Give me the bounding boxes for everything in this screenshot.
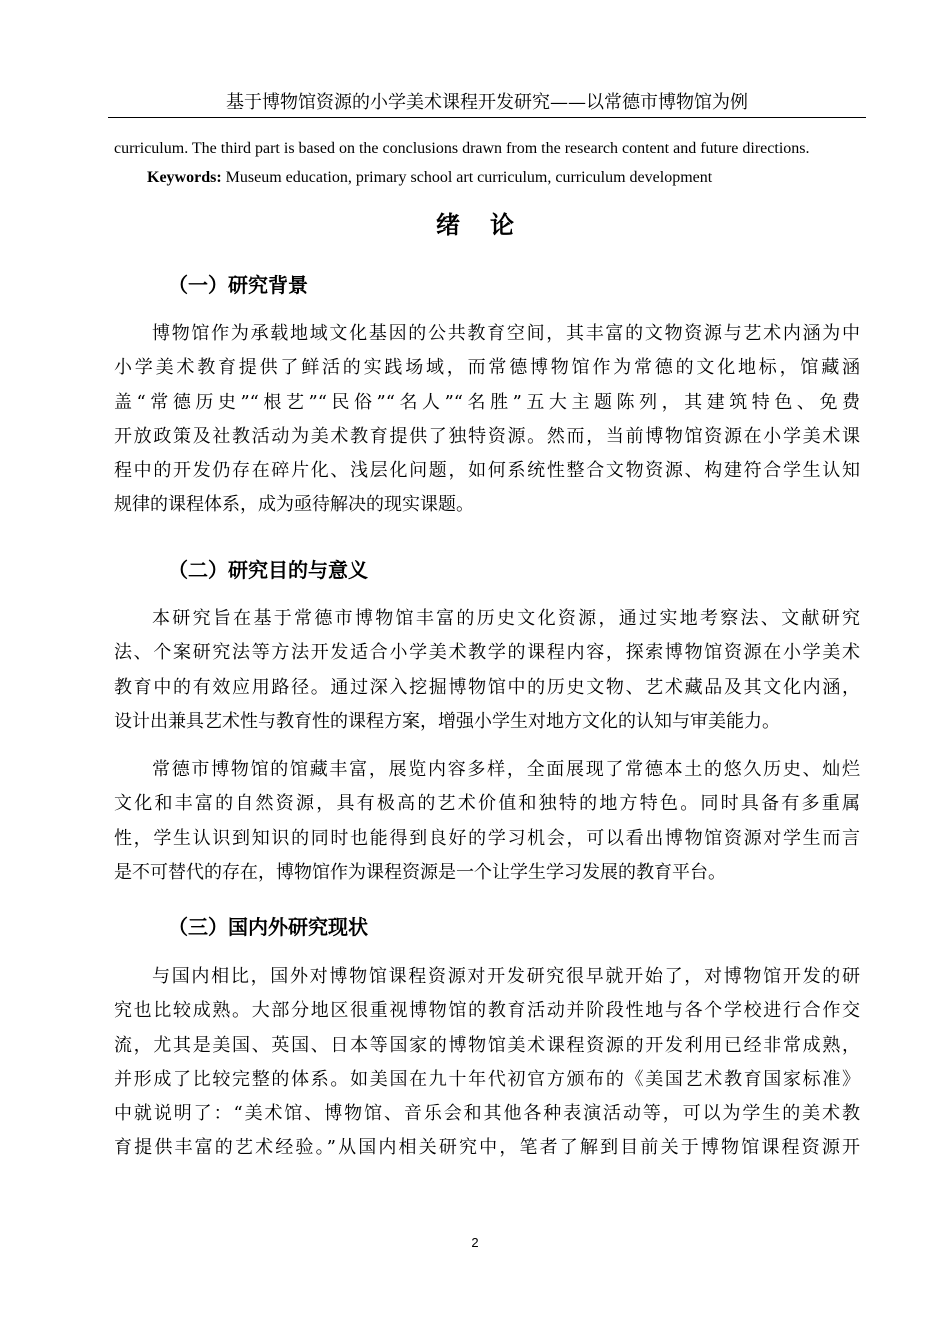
- section-heading-background: （一）研究背景: [168, 273, 308, 297]
- paragraph-status: [114, 960, 860, 1166]
- running-title: 基于博物馆资源的小学美术课程开发研究——以常德市博物馆为例: [226, 92, 748, 113]
- text-line: 中就说明了：“美术馆、博物馆、音乐会和其他各种表演活动等，可以为学生的美术教: [114, 1103, 860, 1125]
- text-line: 究也比较成熟。大部分地区很重视博物馆的教育活动并阶段性地与各个学校进行合作交: [114, 1000, 860, 1022]
- page-number: 2: [471, 1235, 479, 1250]
- text-line: 设计出兼具艺术性与教育性的课程方案，增强小学生对地方文化的认知与审美能力。: [114, 710, 780, 732]
- abstract-tail-line: curriculum. The third part is based on the conclusions drawn from the research content and future directions.: [114, 140, 810, 157]
- text-line: 并形成了比较完整的体系。如美国在九十年代初官方颁布的《美国艺术教育国家标准》: [114, 1068, 860, 1090]
- text-line: 文化和丰富的自然资源，具有极高的艺术价值和独特的地方特色。同时具备有多重属: [114, 793, 860, 815]
- text-line: 法、个案研究法等方法开发适合小学美术教学的课程内容，探索博物馆资源在小学美术: [114, 642, 860, 664]
- text-line: 开放政策及社教活动为美术教育提供了独特资源。然而，当前博物馆资源在小学美术课: [114, 425, 860, 447]
- text-line: 常德市博物馆的馆藏丰富，展览内容多样，全面展现了常德本土的悠久历史、灿烂: [152, 759, 860, 780]
- text-line: 盖“常德历史”“根艺”“民俗”“名人”“名胜”五大主题陈列，其建筑特色、免费: [114, 391, 860, 413]
- paragraph-purpose-1: [114, 602, 860, 739]
- text-line: 规律的课程体系，成为亟待解决的现实课题。: [114, 494, 474, 516]
- text-line: 育提供丰富的艺术经验。”从国内相关研究中，笔者了解到目前关于博物馆课程资源开: [114, 1137, 860, 1159]
- running-header: [108, 90, 866, 118]
- text-line: 流，尤其是美国、英国、日本等国家的博物馆美术课程资源的开发利用已经非常成熟，: [114, 1034, 860, 1056]
- text-line: 博物馆作为承载地域文化基因的公共教育空间，其丰富的文物资源与艺术内涵为中: [152, 323, 860, 344]
- section-heading-purpose: （二）研究目的与意义: [168, 558, 368, 582]
- keywords-label: Keywords:: [147, 169, 222, 186]
- text-line: 小学美术教育提供了鲜活的实践场域，而常德博物馆作为常德的文化地标，馆藏涵: [114, 357, 860, 379]
- text-line: 本研究旨在基于常德市博物馆丰富的历史文化资源，通过实地考察法、文献研究: [152, 608, 860, 629]
- keywords-text: Museum education, primary school art curriculum, curriculum development: [221, 169, 713, 186]
- paragraph-background: [114, 317, 860, 523]
- text-line: 性，学生认识到知识的同时也能得到良好的学习机会，可以看出博物馆资源对学生而言: [114, 827, 860, 849]
- text-line: 教育中的有效应用路径。通过深入挖掘博物馆中的历史文物、艺术藏品及其文化内涵，: [114, 676, 860, 698]
- paragraph-purpose-2: [114, 753, 860, 890]
- text-line: 是不可替代的存在，博物馆作为课程资源是一个让学生学习发展的教育平台。: [114, 861, 726, 883]
- chapter-title: 绪论: [436, 210, 544, 239]
- section-heading-status: （三）国内外研究现状: [168, 915, 368, 939]
- text-line: 程中的开发仍存在碎片化、浅层化问题，如何系统性整合文物资源、构建符合学生认知: [114, 460, 860, 482]
- text-line: 与国内相比，国外对博物馆课程资源对开发研究很早就开始了，对博物馆开发的研: [152, 966, 860, 987]
- keywords-line: [147, 168, 907, 188]
